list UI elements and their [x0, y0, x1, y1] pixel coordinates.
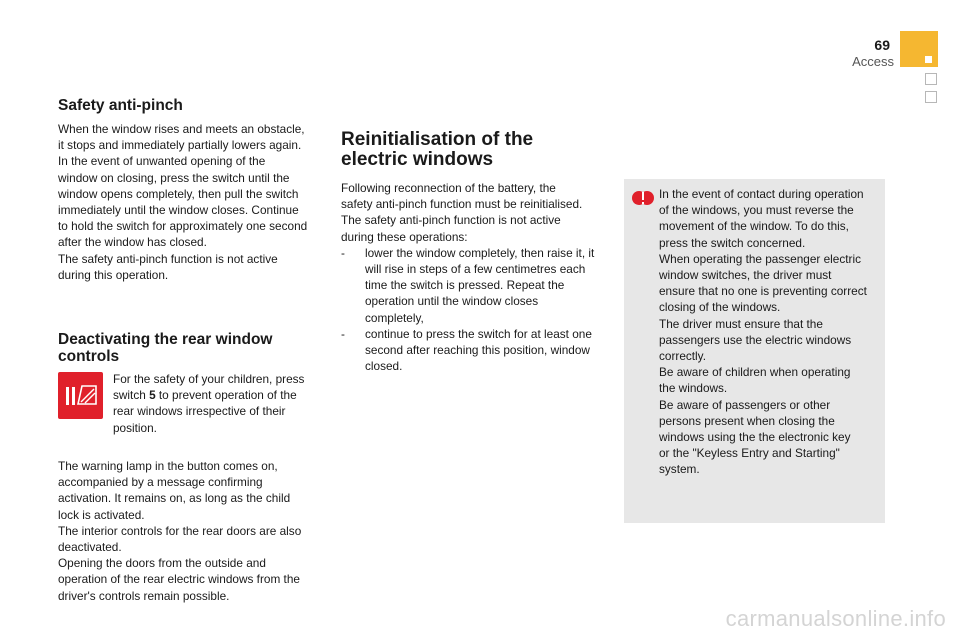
text-line: after the window has closed. [58, 235, 207, 250]
text-line: system. [659, 462, 700, 477]
text-line: Be aware of children when operating [659, 365, 851, 380]
text-line: correctly. [659, 349, 706, 364]
text-line: accompanied by a message confirming [58, 475, 263, 490]
step-text: lower the window completely, then raise it, it will rise in steps of a few centimetres each time the switch is pressed. Repeat the operation until the window closes completely, [365, 245, 595, 325]
tab-marker [925, 56, 932, 63]
section-tab-active[interactable] [900, 31, 938, 67]
bullet-dash: - [341, 326, 345, 341]
text-line: the windows. [659, 381, 728, 396]
step-text: continue to press the switch for at least one second after reaching this position, window closed. [365, 326, 592, 374]
text-line: window switches, the driver must [659, 268, 832, 283]
text-line: When the window rises and meets an obstacle, [58, 122, 305, 136]
text-line: The interior controls for the rear doors are also [58, 523, 302, 538]
text-line: or the "Keyless Entry and Starting" [659, 446, 840, 461]
heading-reinitialisation: Reinitialisation of the electric windows [341, 129, 534, 170]
section-name: Access [852, 54, 894, 69]
warning-lamp-text [58, 458, 320, 604]
page-number: 69 [874, 37, 890, 53]
text-line: during this operation. [58, 267, 169, 282]
text-line: The safety anti-pinch function is not active [58, 251, 278, 266]
child-safety-instruction [113, 371, 318, 436]
text-line: during these operations: [341, 229, 468, 244]
text-line: In the event of contact during operation [659, 187, 864, 201]
bullet-dash: - [341, 245, 345, 260]
reinitialisation-text [341, 180, 599, 374]
text-line: it stops and immediately partially lowers again. [58, 138, 302, 153]
text-line: Be aware of passengers or other [659, 397, 831, 412]
text-line: passengers use the electric windows [659, 332, 852, 347]
text-line: driver's controls remain possible. [58, 588, 230, 603]
text-line: movement of the window. To do this, [659, 219, 849, 234]
list-item [341, 326, 599, 375]
child-lock-window-icon [58, 372, 103, 419]
text-line: safety anti-pinch function must be reinitialised. [341, 197, 583, 212]
text-line: lock is activated. [58, 507, 145, 522]
warning-text [659, 186, 881, 478]
heading-safety-anti-pinch: Safety anti-pinch [58, 97, 183, 114]
switch-number: 5 [149, 388, 156, 403]
text-line: immediately until the window closes. Continue [58, 203, 299, 218]
text-line: window on closing, press the switch until the [58, 170, 290, 185]
text-line: When operating the passenger electric [659, 251, 861, 266]
section-tab-2[interactable] [925, 73, 937, 85]
text-line: ensure that no one is preventing correct [659, 284, 867, 299]
reinitialisation-steps [341, 245, 599, 375]
text-line: of the windows, you must reverse the [659, 203, 854, 218]
list-item [341, 245, 599, 326]
text-fragment: For the safety of your children, press switch [113, 372, 305, 403]
text-line: Opening the doors from the outside and [58, 556, 266, 571]
text-line: Following reconnection of the battery, the [341, 181, 556, 195]
text-line: operation of the rear electric windows from the [58, 572, 300, 587]
text-line: activation. It remains on, as long as the child [58, 491, 291, 506]
warning-exclamation-icon [632, 189, 654, 209]
watermark: carmanualsonline.info [725, 606, 946, 631]
text-line: The driver must ensure that the [659, 316, 823, 331]
text-line: persons present when closing the [659, 413, 835, 428]
text-line: press the switch concerned. [659, 235, 806, 250]
heading-deactivating-rear-controls: Deactivating the rear window controls [58, 331, 273, 365]
text-line: In the event of unwanted opening of the [58, 154, 266, 169]
text-line: window opens completely, then pull the switch [58, 186, 299, 201]
text-line: closing of the windows. [659, 300, 781, 315]
section-tab-3[interactable] [925, 91, 937, 103]
text-line: deactivated. [58, 540, 122, 555]
text-line: The warning lamp in the button comes on, [58, 459, 278, 473]
text-line: The safety anti-pinch function is not active [341, 213, 561, 228]
text-line: windows using the the electronic key [659, 430, 851, 445]
anti-pinch-text [58, 121, 320, 283]
text-fragment: to prevent operation of the rear windows irrespective of their position. [113, 388, 297, 435]
text-line: to hold the switch for approximately one second [58, 219, 308, 234]
